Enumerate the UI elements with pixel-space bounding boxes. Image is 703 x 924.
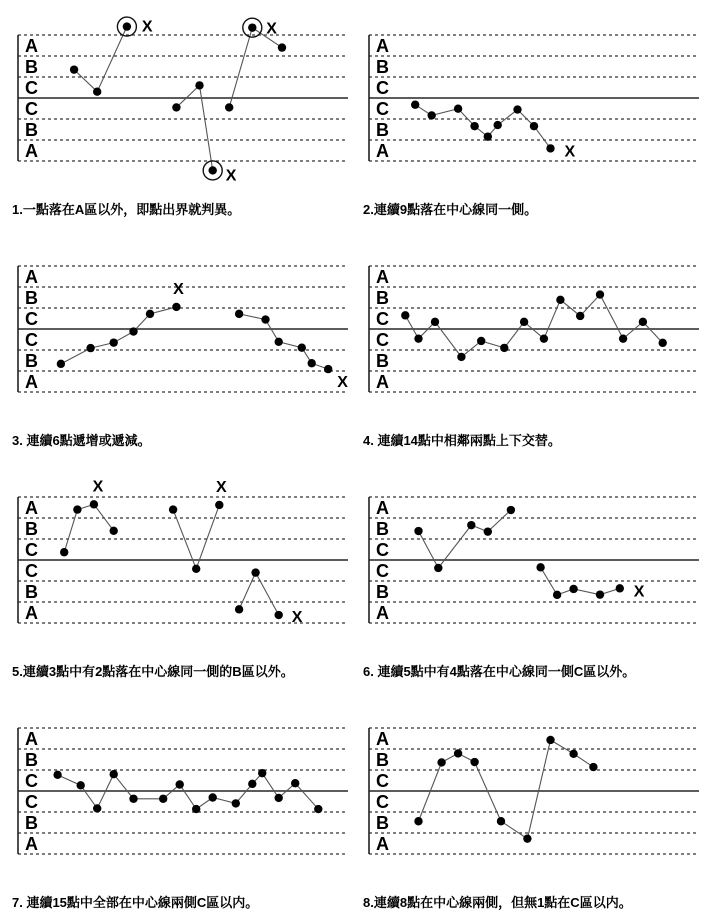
data-point [235, 310, 243, 318]
data-point [470, 758, 478, 766]
violation-x-label: X [633, 583, 645, 601]
data-point [556, 296, 564, 304]
zone-label: A [376, 36, 389, 56]
violation-x-label: X [225, 167, 237, 185]
zone-label: B [25, 813, 38, 833]
control-chart-5 [10, 462, 350, 658]
data-point [298, 343, 306, 351]
data-point [291, 779, 299, 787]
zone-label: B [25, 288, 38, 308]
control-chart-svg [10, 693, 350, 889]
zone-label: B [25, 351, 38, 371]
data-point [215, 501, 223, 509]
chart-caption-4: 4. 連續14點中相鄰兩點上下交替。 [363, 433, 561, 448]
data-point [110, 527, 118, 535]
violation-x-label: X [291, 609, 303, 627]
zone-label: A [376, 141, 389, 161]
data-point [314, 805, 322, 813]
panel-rule-3 [0, 231, 351, 462]
data-point [619, 334, 627, 342]
zone-label: C [25, 78, 38, 98]
zone-label: C [376, 330, 389, 350]
data-point [248, 23, 256, 31]
data-point [275, 611, 283, 619]
chart-caption-8: 8.連續8點在中心線兩側，但無1點在C區以内。 [363, 895, 632, 910]
data-point [513, 105, 521, 113]
zone-label: C [25, 561, 38, 581]
data-point [616, 584, 624, 592]
zone-label: A [25, 729, 38, 749]
data-point [129, 327, 137, 335]
series-line [64, 504, 114, 552]
zone-label: B [376, 813, 389, 833]
data-point [209, 793, 217, 801]
zone-label: B [25, 57, 38, 77]
data-point [411, 101, 419, 109]
control-chart-8 [361, 693, 701, 889]
data-point [497, 817, 505, 825]
zone-label: C [376, 78, 389, 98]
data-point [73, 505, 81, 513]
data-point [77, 781, 85, 789]
violation-x-label: X [141, 18, 153, 36]
data-point [70, 65, 78, 73]
control-chart-4 [361, 231, 701, 427]
zone-label: C [376, 771, 389, 791]
panel-rule-7 [0, 693, 351, 924]
zone-label: B [25, 582, 38, 602]
panel-rule-6 [351, 462, 703, 693]
data-point [209, 166, 217, 174]
data-point [192, 805, 200, 813]
panel-rule-8 [351, 693, 703, 924]
zone-label: A [25, 372, 38, 392]
data-point [454, 105, 462, 113]
data-point [129, 795, 137, 803]
data-point [494, 121, 502, 129]
data-point [195, 81, 203, 89]
data-point [110, 770, 118, 778]
data-point [235, 605, 243, 613]
data-point [454, 749, 462, 757]
data-point [93, 804, 101, 812]
zone-label: C [25, 99, 38, 119]
data-point [530, 122, 538, 130]
zone-label: A [25, 834, 38, 854]
data-point [428, 111, 436, 119]
panel-rule-4 [351, 231, 703, 462]
data-point [169, 505, 177, 513]
violation-x-label: X [92, 478, 104, 496]
data-point [146, 310, 154, 318]
zone-label: C [376, 792, 389, 812]
data-point [93, 88, 101, 96]
control-chart-svg [361, 0, 701, 196]
zone-label: A [25, 141, 38, 161]
series-line [405, 295, 662, 357]
zone-label: A [376, 267, 389, 287]
data-point [414, 527, 422, 535]
data-point [414, 334, 422, 342]
data-point [470, 122, 478, 130]
zone-label: A [376, 372, 389, 392]
violation-x-label: X [564, 143, 576, 161]
control-chart-svg [361, 693, 701, 889]
data-point [159, 795, 167, 803]
data-point [589, 763, 597, 771]
zone-label: B [376, 120, 389, 140]
data-point [431, 318, 439, 326]
zone-label: A [25, 36, 38, 56]
control-chart-2 [361, 0, 701, 196]
control-chart-svg [10, 231, 350, 427]
data-point [258, 769, 266, 777]
chart-caption-5: 5.連續3點中有2點落在中心線同一側的B區以外。 [12, 664, 294, 679]
data-point [414, 817, 422, 825]
control-chart-7 [10, 693, 350, 889]
zone-label: A [376, 834, 389, 854]
data-point [553, 591, 561, 599]
zone-label: C [25, 771, 38, 791]
zone-label: C [25, 330, 38, 350]
zone-label: C [25, 540, 38, 560]
control-chart-svg [10, 462, 350, 658]
zone-label: B [376, 750, 389, 770]
series-line [229, 28, 282, 108]
zone-label: A [376, 729, 389, 749]
zone-label: A [25, 267, 38, 287]
data-point [467, 521, 475, 529]
data-point [225, 103, 233, 111]
data-point [248, 780, 256, 788]
data-point [123, 22, 131, 30]
control-chart-svg [361, 231, 701, 427]
data-point [278, 43, 286, 51]
control-chart-3 [10, 231, 350, 427]
zone-label: B [376, 57, 389, 77]
data-point [251, 568, 259, 576]
data-point [176, 780, 184, 788]
data-point [60, 548, 68, 556]
series-line [239, 573, 279, 615]
control-chart-svg [361, 462, 701, 658]
chart-caption-7: 7. 連續15點中全部在中心線兩側C區以内。 [12, 895, 259, 910]
data-point [596, 290, 604, 298]
zone-label: A [25, 498, 38, 518]
series-line [74, 27, 127, 92]
zone-label: A [376, 603, 389, 623]
data-point [192, 565, 200, 573]
violation-x-label: X [215, 478, 227, 496]
data-point [457, 353, 465, 361]
zone-label: C [376, 309, 389, 329]
zone-label: B [376, 582, 389, 602]
series-line [61, 307, 176, 364]
data-point [172, 103, 180, 111]
zone-label: C [376, 561, 389, 581]
zone-label: B [376, 519, 389, 539]
control-chart-6 [361, 462, 701, 658]
data-point [523, 834, 531, 842]
violation-x-label: X [173, 280, 184, 298]
data-point [434, 564, 442, 572]
data-point [639, 318, 647, 326]
data-point [401, 311, 409, 319]
data-point [232, 799, 240, 807]
data-point [86, 344, 94, 352]
series-line [419, 740, 594, 839]
data-point [569, 585, 577, 593]
violation-x-label: X [337, 374, 348, 392]
data-point [536, 563, 544, 571]
data-point [659, 339, 667, 347]
panel-rule-5 [0, 462, 351, 693]
zone-label: B [25, 120, 38, 140]
data-point [596, 590, 604, 598]
data-point [477, 337, 485, 345]
data-point [53, 771, 61, 779]
control-chart-1 [10, 0, 350, 196]
zone-label: A [25, 603, 38, 623]
zone-label: B [376, 351, 389, 371]
data-point [110, 338, 118, 346]
data-point [569, 750, 577, 758]
chart-caption-3: 3. 連續6點遞增或遞減。 [12, 433, 151, 448]
zone-label: B [25, 750, 38, 770]
data-point [275, 794, 283, 802]
data-point [90, 500, 98, 508]
chart-caption-6: 6. 連續5點中有4點落在中心線同一側C區以外。 [363, 664, 636, 679]
data-point [540, 334, 548, 342]
control-chart-svg [10, 0, 350, 196]
zone-label: C [376, 540, 389, 560]
data-point [57, 360, 65, 368]
data-point [261, 315, 269, 323]
data-point [324, 365, 332, 373]
chart-caption-2: 2.連續9點落在中心線同一側。 [363, 202, 538, 217]
zone-label: C [25, 309, 38, 329]
data-point [275, 338, 283, 346]
zone-label: A [376, 498, 389, 518]
zone-label: B [25, 519, 38, 539]
panel-rule-1 [0, 0, 351, 231]
data-point [507, 506, 515, 514]
zone-label: C [25, 792, 38, 812]
data-point [484, 527, 492, 535]
data-point [484, 132, 492, 140]
data-point [172, 303, 180, 311]
chart-caption-1: 1.一點落在A區以外，即點出界就判異。 [12, 202, 241, 217]
data-point [546, 736, 554, 744]
zone-label: C [376, 99, 389, 119]
data-point [546, 144, 554, 152]
zone-label: B [376, 288, 389, 308]
violation-x-label: X [266, 20, 277, 38]
data-point [500, 344, 508, 352]
data-point [520, 318, 528, 326]
panel-rule-2 [351, 0, 703, 231]
data-point [308, 359, 316, 367]
data-point [576, 312, 584, 320]
data-point [437, 758, 445, 766]
